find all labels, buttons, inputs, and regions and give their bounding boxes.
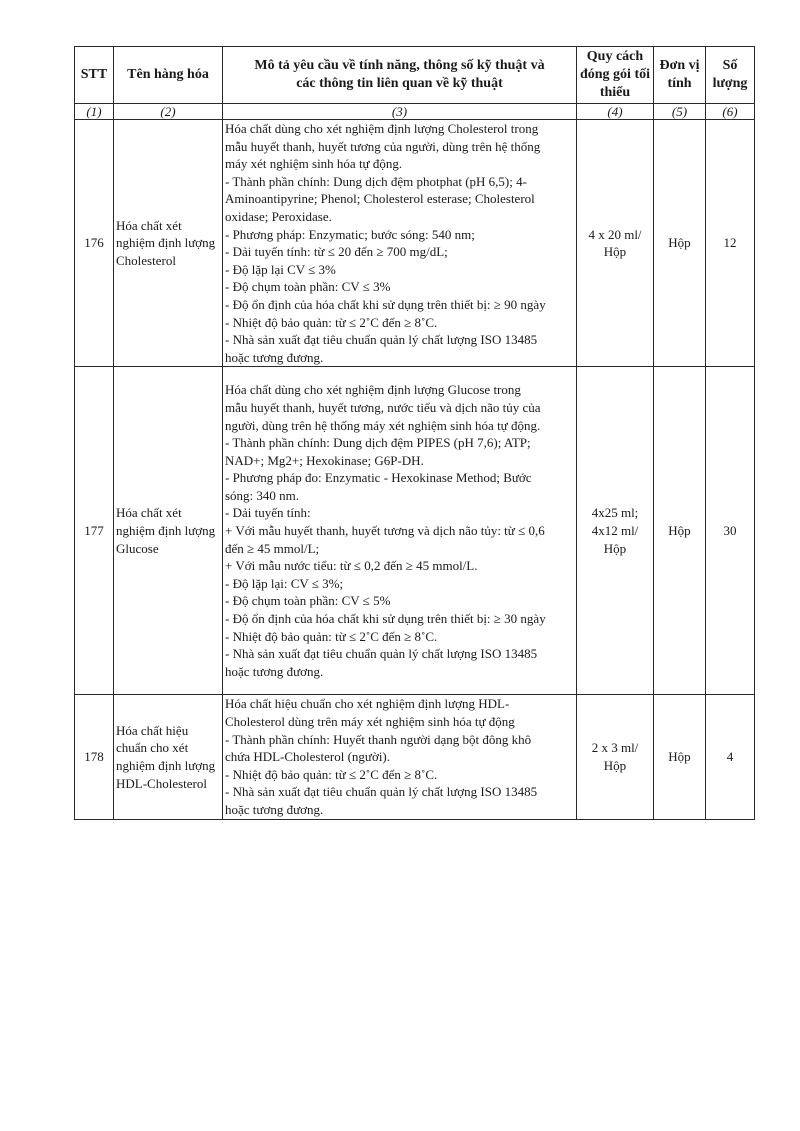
desc-line: - Thành phần chính: Huyết thanh người dạng bột đông khô	[225, 731, 532, 747]
row-packing: 4 x 20 ml/ Hộp	[577, 120, 654, 367]
desc-line: - Độ ổn định của hóa chất khi sử dụng trên thiết bị: ≥ 90 ngày	[225, 296, 546, 312]
row-qty: 12	[706, 120, 755, 367]
col-number: (6)	[706, 104, 755, 120]
desc-line: hoặc tương đương.	[225, 663, 324, 679]
desc-line: + Với mẫu huyết thanh, huyết tương và dịch não tủy: từ ≤ 0,6	[225, 523, 545, 539]
desc-line: NAD+; Mg2+; Hexokinase; G6P-DH.	[225, 452, 424, 468]
row-name: Hóa chất xét nghiệm định lượng Glucose	[114, 367, 223, 695]
desc-line: hoặc tương đương.	[225, 801, 324, 817]
table-header-row	[75, 47, 755, 104]
desc-line: Cholesterol dùng trên máy xét nghiệm sinh hóa tự động	[225, 714, 515, 729]
desc-line: - Độ lặp lại CV ≤ 3%	[225, 261, 336, 277]
spec-table	[74, 46, 755, 820]
col-number: (2)	[114, 104, 223, 120]
col-number: (5)	[654, 104, 706, 120]
desc-line: oxidase; Peroxidase.	[225, 208, 332, 224]
header-desc: Mô tả yêu cầu về tính năng, thông số kỹ thuật và các thông tin liên quan về kỹ thuật	[223, 47, 577, 104]
desc-line: + Với mẫu nước tiểu: từ ≤ 0,2 đến ≥ 45 mmol/L.	[225, 558, 478, 574]
row-desc	[223, 695, 577, 819]
row-qty: 4	[706, 695, 755, 819]
desc-line: - Thành phần chính: Dung dịch đệm PIPES (pH 7,6); ATP;	[225, 435, 531, 451]
row-stt: 176	[75, 120, 114, 367]
desc-line: - Phương pháp đo: Enzymatic - Hexokinase Method; Bước	[225, 470, 532, 486]
desc-line: người, dùng trên hệ thống máy xét nghiệm sinh hóa tự động.	[225, 417, 541, 433]
header-packing: Quy cách đóng gói tối thiểu	[577, 47, 654, 104]
row-unit: Hộp	[654, 695, 706, 819]
desc-line: máy xét nghiệm sinh hóa tự động.	[225, 156, 403, 172]
header-name: Tên hàng hóa	[114, 47, 223, 104]
desc-line: - Nhiệt độ bảo quản: từ ≤ 2˚C đến ≥ 8˚C.	[225, 766, 438, 782]
table-row	[75, 695, 755, 819]
desc-line: - Dải tuyến tính:	[225, 505, 311, 521]
desc-line: - Thành phần chính: Dung dịch đệm photphat (pH 6,5); 4-	[225, 173, 527, 189]
table-row	[75, 367, 755, 695]
desc-line: chứa HDL-Cholesterol (người).	[225, 749, 391, 765]
row-stt: 177	[75, 367, 114, 695]
desc-line: - Phương pháp: Enzymatic; bước sóng: 540 nm;	[225, 226, 475, 242]
desc-line: Hóa chất hiệu chuẩn cho xét nghiệm định lượng HDL-	[225, 696, 510, 712]
row-packing: 4x25 ml; 4x12 ml/ Hộp	[577, 367, 654, 695]
row-unit: Hộp	[654, 367, 706, 695]
desc-line: - Nhiệt độ bảo quản: từ ≤ 2˚C đến ≥ 8˚C.	[225, 628, 438, 644]
desc-line: hoặc tương đương.	[225, 349, 324, 365]
desc-line: - Độ lặp lại: CV ≤ 3%;	[225, 575, 344, 591]
row-name: Hóa chất hiệu chuẩn cho xét nghiệm định lượng HDL-Cholesterol	[114, 695, 223, 819]
desc-line: đến ≥ 45 mmol/L;	[225, 540, 320, 556]
desc-line: - Nhà sản xuất đạt tiêu chuẩn quản lý chất lượng ISO 13485	[225, 332, 538, 348]
desc-line: mẫu huyết thanh, huyết tương, nước tiểu và dịch não tủy của	[225, 399, 541, 415]
col-number: (1)	[75, 104, 114, 120]
desc-line: - Nhà sản xuất đạt tiêu chuẩn quản lý chất lượng ISO 13485	[225, 646, 538, 662]
table-row	[75, 120, 755, 367]
desc-line: sóng: 340 nm.	[225, 487, 300, 503]
row-qty: 30	[706, 367, 755, 695]
column-number-row	[75, 104, 755, 120]
desc-line: Hóa chất dùng cho xét nghiệm định lượng Cholesterol trong	[225, 121, 539, 136]
col-number: (4)	[577, 104, 654, 120]
desc-line: Hóa chất dùng cho xét nghiệm định lượng Glucose trong	[225, 382, 521, 398]
desc-line: - Nhiệt độ bảo quản: từ ≤ 2˚C đến ≥ 8˚C.	[225, 314, 438, 330]
spacer	[225, 367, 574, 381]
desc-line: - Độ chụm toàn phần: CV ≤ 5%	[225, 593, 391, 609]
spacer	[225, 680, 574, 694]
desc-line: - Dải tuyến tính: từ ≤ 20 đến ≥ 700 mg/dL;	[225, 244, 448, 260]
header-stt: STT	[75, 47, 114, 104]
row-name: Hóa chất xét nghiệm định lượng Cholesterol	[114, 120, 223, 367]
desc-line: - Nhà sản xuất đạt tiêu chuẩn quản lý chất lượng ISO 13485	[225, 784, 538, 800]
row-desc	[223, 120, 577, 367]
desc-line: - Độ ổn định của hóa chất khi sử dụng trên thiết bị: ≥ 30 ngày	[225, 611, 546, 627]
col-number: (3)	[223, 104, 577, 120]
row-desc	[223, 367, 577, 695]
desc-line: Aminoantipyrine; Phenol; Cholesterol esterase; Cholesterol	[225, 191, 535, 207]
desc-line: - Độ chụm toàn phần: CV ≤ 3%	[225, 279, 391, 295]
header-unit: Đơn vị tính	[654, 47, 706, 104]
header-qty: Số lượng	[706, 47, 755, 104]
desc-line: mẫu huyết thanh, huyết tương của người, dùng trên hệ thống	[225, 138, 541, 154]
row-packing: 2 x 3 ml/ Hộp	[577, 695, 654, 819]
row-stt: 178	[75, 695, 114, 819]
row-unit: Hộp	[654, 120, 706, 367]
